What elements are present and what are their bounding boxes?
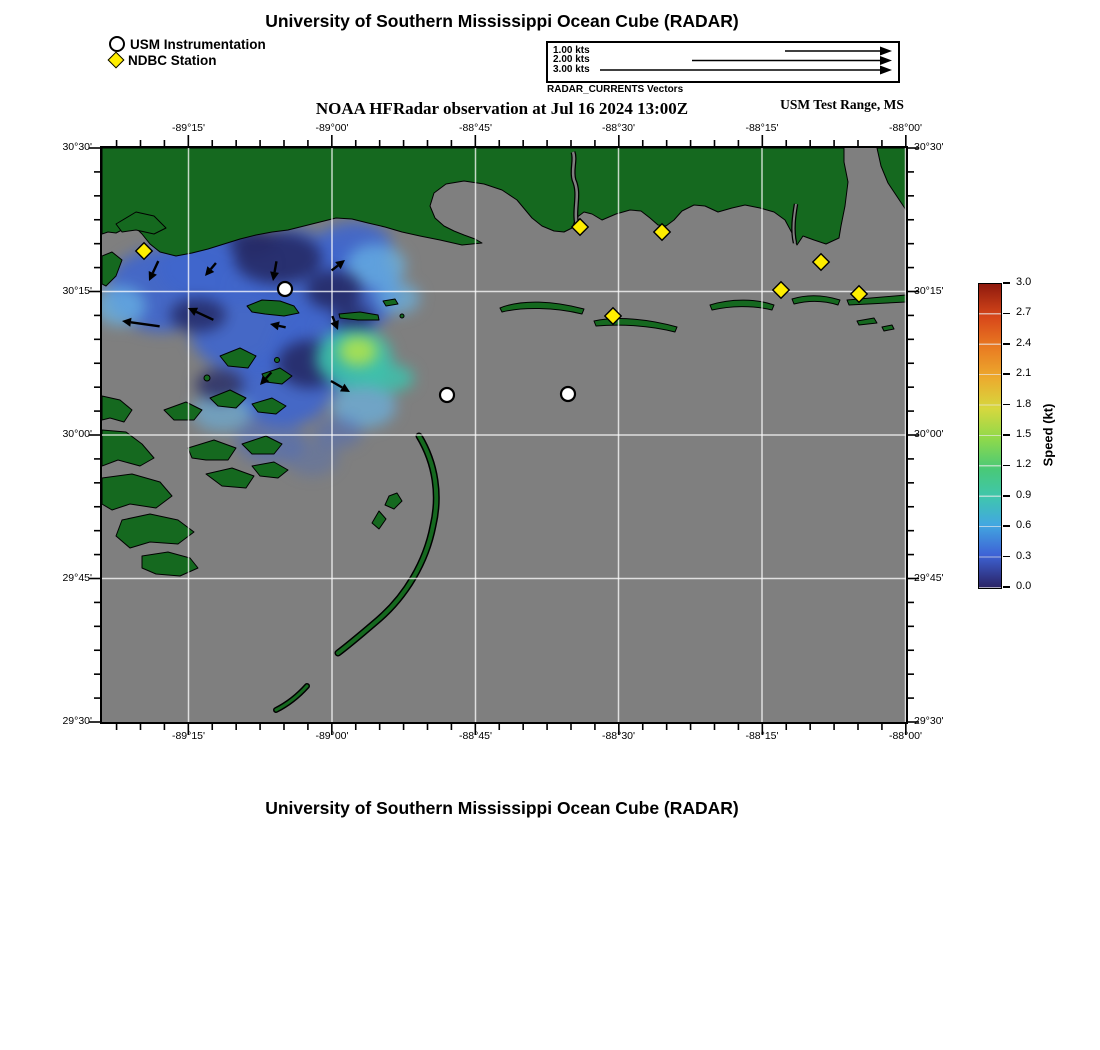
colorbar-tick-mark xyxy=(1003,343,1010,345)
x-axis-label-top: -88°15' xyxy=(745,122,779,134)
ndbc-station-marker xyxy=(136,243,152,259)
ndbc-station-marker xyxy=(773,282,789,298)
y-axis-label-right: 30°15' xyxy=(914,284,944,297)
colorbar-tick-mark xyxy=(1003,465,1010,467)
colorbar-tick-label: 2.1 xyxy=(1016,367,1032,380)
usm-instrumentation-marker xyxy=(278,282,292,296)
usm-instrumentation-marker xyxy=(440,388,454,402)
ndbc-station-marker xyxy=(813,254,829,270)
current-vector-arrow xyxy=(260,372,271,385)
x-axis-label-bottom: -88°45' xyxy=(458,730,493,742)
y-axis-label-right: 29°30' xyxy=(914,715,944,727)
x-axis-label-top: -88°45' xyxy=(458,122,493,134)
stations-and-vectors xyxy=(102,148,906,722)
scale-row-label: 1.00 kts xyxy=(553,44,590,56)
current-vector-arrow xyxy=(205,263,216,276)
colorbar-tick-mark xyxy=(1003,495,1010,497)
footer-title: University of Southern Mississippi Ocean Cube (RADAR) xyxy=(265,798,739,818)
colorbar-title: Speed (kt) xyxy=(1040,403,1056,467)
x-axis-label-top: -89°15' xyxy=(171,122,206,134)
current-vector-arrow xyxy=(149,261,159,281)
current-vector-arrow xyxy=(270,321,286,330)
usm-instrumentation-marker xyxy=(561,387,575,401)
colorbar-tick-mark xyxy=(1003,282,1010,284)
usm-circle-icon xyxy=(109,36,125,52)
colorbar-tick-label: 0.0 xyxy=(1016,580,1032,592)
scale-arrow-head xyxy=(880,56,892,65)
current-vector-arrow xyxy=(122,318,160,327)
vector-scale-caption: RADAR_CURRENTS Vectors xyxy=(547,84,684,95)
colorbar-tick-mark xyxy=(1003,525,1010,527)
scale-arrow-head xyxy=(880,66,892,75)
colorbar-tick-label: 0.3 xyxy=(1016,549,1032,562)
map-plot xyxy=(62,122,944,742)
ndbc-station-marker xyxy=(851,286,867,302)
ndbc-diamond-icon xyxy=(108,52,125,69)
x-axis-label-bottom: -89°00' xyxy=(315,730,349,742)
y-axis-label-left: 30°30' xyxy=(62,141,92,153)
y-axis-label-left: 30°15' xyxy=(62,284,92,297)
y-axis-label-left: 29°30' xyxy=(62,715,92,727)
colorbar-tick-label: 0.9 xyxy=(1016,488,1032,501)
current-vector-arrow xyxy=(270,261,279,281)
colorbar-tick-label: 2.7 xyxy=(1016,306,1032,319)
ndbc-station-marker xyxy=(572,219,588,235)
current-vector-arrow xyxy=(331,381,350,392)
colorbar-gradient xyxy=(978,283,1002,589)
legend-label-usm: USM Instrumentation xyxy=(130,36,266,52)
observation-subtitle: NOAA HFRadar observation at Jul 16 2024 13:00Z xyxy=(315,99,689,118)
scale-arrow-head xyxy=(880,47,892,56)
x-axis-label-top: -88°00' xyxy=(888,122,923,134)
x-axis-label-bottom: -88°00' xyxy=(888,730,923,742)
colorbar-tick-mark xyxy=(1003,373,1010,375)
y-axis-label-right: 30°00' xyxy=(914,428,944,440)
colorbar-tick-label: 1.8 xyxy=(1016,397,1032,410)
vector-scale-box xyxy=(546,41,900,83)
x-axis-label-top: -89°00' xyxy=(315,122,349,134)
y-axis-label-left: 29°45' xyxy=(62,571,92,584)
region-label: USM Test Range, MS xyxy=(780,97,904,112)
x-axis-label-bottom: -88°15' xyxy=(745,730,779,742)
legend-row-usm xyxy=(109,36,266,52)
vector-scale-arrows xyxy=(548,43,894,77)
x-axis-label-bottom: -88°30' xyxy=(601,730,636,742)
legend-row-ndbc xyxy=(109,52,266,68)
colorbar-tick-label: 0.6 xyxy=(1016,519,1032,532)
colorbar-tick-label: 3.0 xyxy=(1016,276,1032,288)
colorbar-tick-mark xyxy=(1003,434,1010,436)
legend-label-ndbc: NDBC Station xyxy=(128,52,217,68)
x-axis-label-top: -88°30' xyxy=(601,122,636,134)
colorbar-tick-label: 2.4 xyxy=(1016,336,1032,349)
map-legend xyxy=(109,36,266,68)
y-axis-label-left: 30°00' xyxy=(62,428,92,440)
colorbar-tick-mark xyxy=(1003,313,1010,315)
current-vector-arrow xyxy=(332,260,345,270)
colorbar-tick-mark xyxy=(1003,556,1010,558)
colorbar-tick-label: 1.5 xyxy=(1016,428,1032,440)
colorbar-tick-label: 1.2 xyxy=(1016,458,1032,471)
x-axis-label-bottom: -89°15' xyxy=(171,730,206,742)
scale-row-label: 3.00 kts xyxy=(553,63,590,75)
y-axis-label-right: 29°45' xyxy=(914,571,944,584)
ndbc-station-marker xyxy=(605,308,621,324)
page-title: University of Southern Mississippi Ocean Cube (RADAR) xyxy=(265,11,739,31)
current-vector-arrow xyxy=(188,308,213,320)
current-vector-arrow xyxy=(330,316,338,330)
scale-row-label: 2.00 kts xyxy=(553,54,590,65)
colorbar-tick-mark xyxy=(1003,586,1010,588)
ndbc-station-marker xyxy=(654,224,670,240)
colorbar-tick-mark xyxy=(1003,404,1010,406)
y-axis-label-right: 30°30' xyxy=(914,141,944,153)
